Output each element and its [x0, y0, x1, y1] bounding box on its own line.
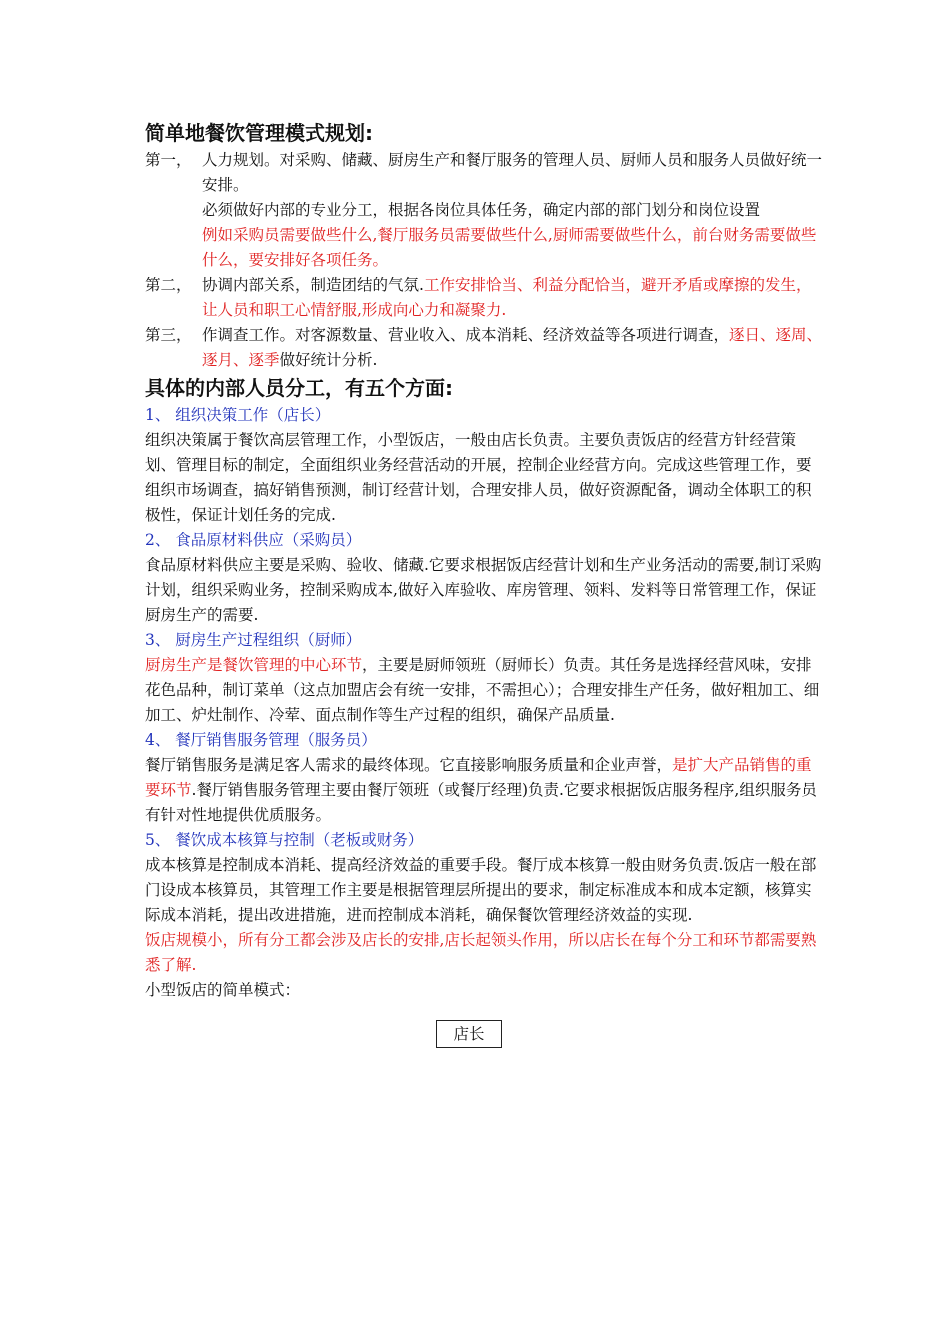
plan-text: 人力规划。对采购、储藏、厨房生产和餐厅服务的管理人员、厨师人员和服务人员做好统一安排。 — [202, 151, 823, 194]
section-text: .餐厅销售服务管理主要由餐厅领班（或餐厅经理)负责.它要求根据饭店服务程序,组织服务员有针对性地提供优质服务。 — [145, 781, 817, 824]
plan-text: 协调内部关系，制造团结的气氛. — [202, 276, 424, 294]
plan-text: 作调查工作。对客源数量、营业收入、成本消耗、经济效益等各项进行调查， — [202, 326, 730, 344]
section-text: 餐厅销售服务是满足客人需求的最终体现。它直接影响服务质量和企业声誉， — [145, 756, 673, 774]
plan-label: 第一， — [145, 151, 192, 169]
plan-text: 必须做好内部的专业分工，根据各岗位具体任务，确定内部的部门划分和岗位设置 — [202, 201, 761, 219]
plan-highlight: 逐日、逐周、逐月、逐季 — [202, 326, 823, 369]
mode-label: 小型饭店的简单模式： — [145, 981, 301, 999]
section-highlight: 厨房生产是餐饮管理的中心环节 — [145, 656, 363, 674]
plan-item-2 — [145, 273, 825, 323]
section-text: ，主要是厨师领班（厨师长）负责。其任务是选择经营风味，安排花色品种，制订菜单（这点加盟店会有统一安排，不需担心）；合理安排生产任务，做好粗加工、细加工、炉灶制作、冷荤、面点制作等生产过程的组织，确保产品质量. — [145, 656, 820, 724]
section-heading: 4、 餐厅销售服务管理（服务员） — [145, 731, 377, 749]
plan-item-3 — [145, 323, 825, 373]
section-title: 具体的内部人员分工，有五个方面: — [145, 376, 453, 400]
section-heading: 2、 食品原材料供应（采购员） — [145, 531, 362, 549]
section-heading: 1、 组织决策工作（店长） — [145, 406, 331, 424]
plan-item-1 — [145, 148, 825, 273]
section-body: 成本核算是控制成本消耗、提高经济效益的重要手段。餐厅成本核算一般由财务负责.饭店一般在部门设成本核算员，其管理工作主要是根据管理层所提出的要求，制定标准成本和成本定额，核算实际成本消耗，提出改进措施，进而控制成本消耗，确保餐饮管理经济效益的实现. — [145, 856, 817, 924]
plan-text-tail: 做好统计分析. — [279, 351, 378, 369]
section-body: 组织决策属于餐饮高层管理工作，小型饭店，一般由店长负责。主要负责饭店的经营方针经营策划、管理目标的制定，全面组织业务经营活动的开展，控制企业经营方向。完成这些管理工作，要组织市场调查，搞好销售预测，制订经营计划，合理安排人员，做好资源配备，调动全体职工的积极性，保证计划任务的完成. — [145, 431, 812, 524]
section-heading: 3、 厨房生产过程组织（厨师） — [145, 631, 362, 649]
section-body — [145, 753, 825, 828]
plan-highlight: 工作安排恰当、利益分配恰当，避开矛盾或摩擦的发生，让人员和职工心情舒服,形成向心力和凝聚力. — [202, 276, 812, 319]
section-body: 食品原材料供应主要是采购、验收、储藏.它要求根据饭店经营计划和生产业务活动的需要,制订采购计划，组织采购业务，控制采购成本,做好入库验收、库房管理、领料、发料等日常管理工作，保证厨房生产的需要. — [145, 556, 822, 624]
plan-label: 第三， — [145, 326, 192, 344]
document-page — [145, 118, 825, 1003]
org-chart-box-manager: 店长 — [436, 1020, 502, 1048]
plan-highlight: 例如采购员需要做些什么,餐厅服务员需要做些什么,厨师需要做些什么，前台财务需要做些什么，要安排好各项任务。 — [202, 226, 817, 269]
section-heading: 5、 餐饮成本核算与控制（老板或财务） — [145, 831, 424, 849]
plan-label: 第二， — [145, 276, 192, 294]
section-body — [145, 653, 825, 728]
summary-note: 饭店规模小，所有分工都会涉及店长的安排,店长起领头作用，所以店长在每个分工和环节都需要熟悉了解. — [145, 931, 817, 974]
section-highlight: 是扩大产品销售的重要环节 — [145, 756, 812, 799]
page-title: 简单地餐饮管理模式规划: — [145, 121, 373, 145]
